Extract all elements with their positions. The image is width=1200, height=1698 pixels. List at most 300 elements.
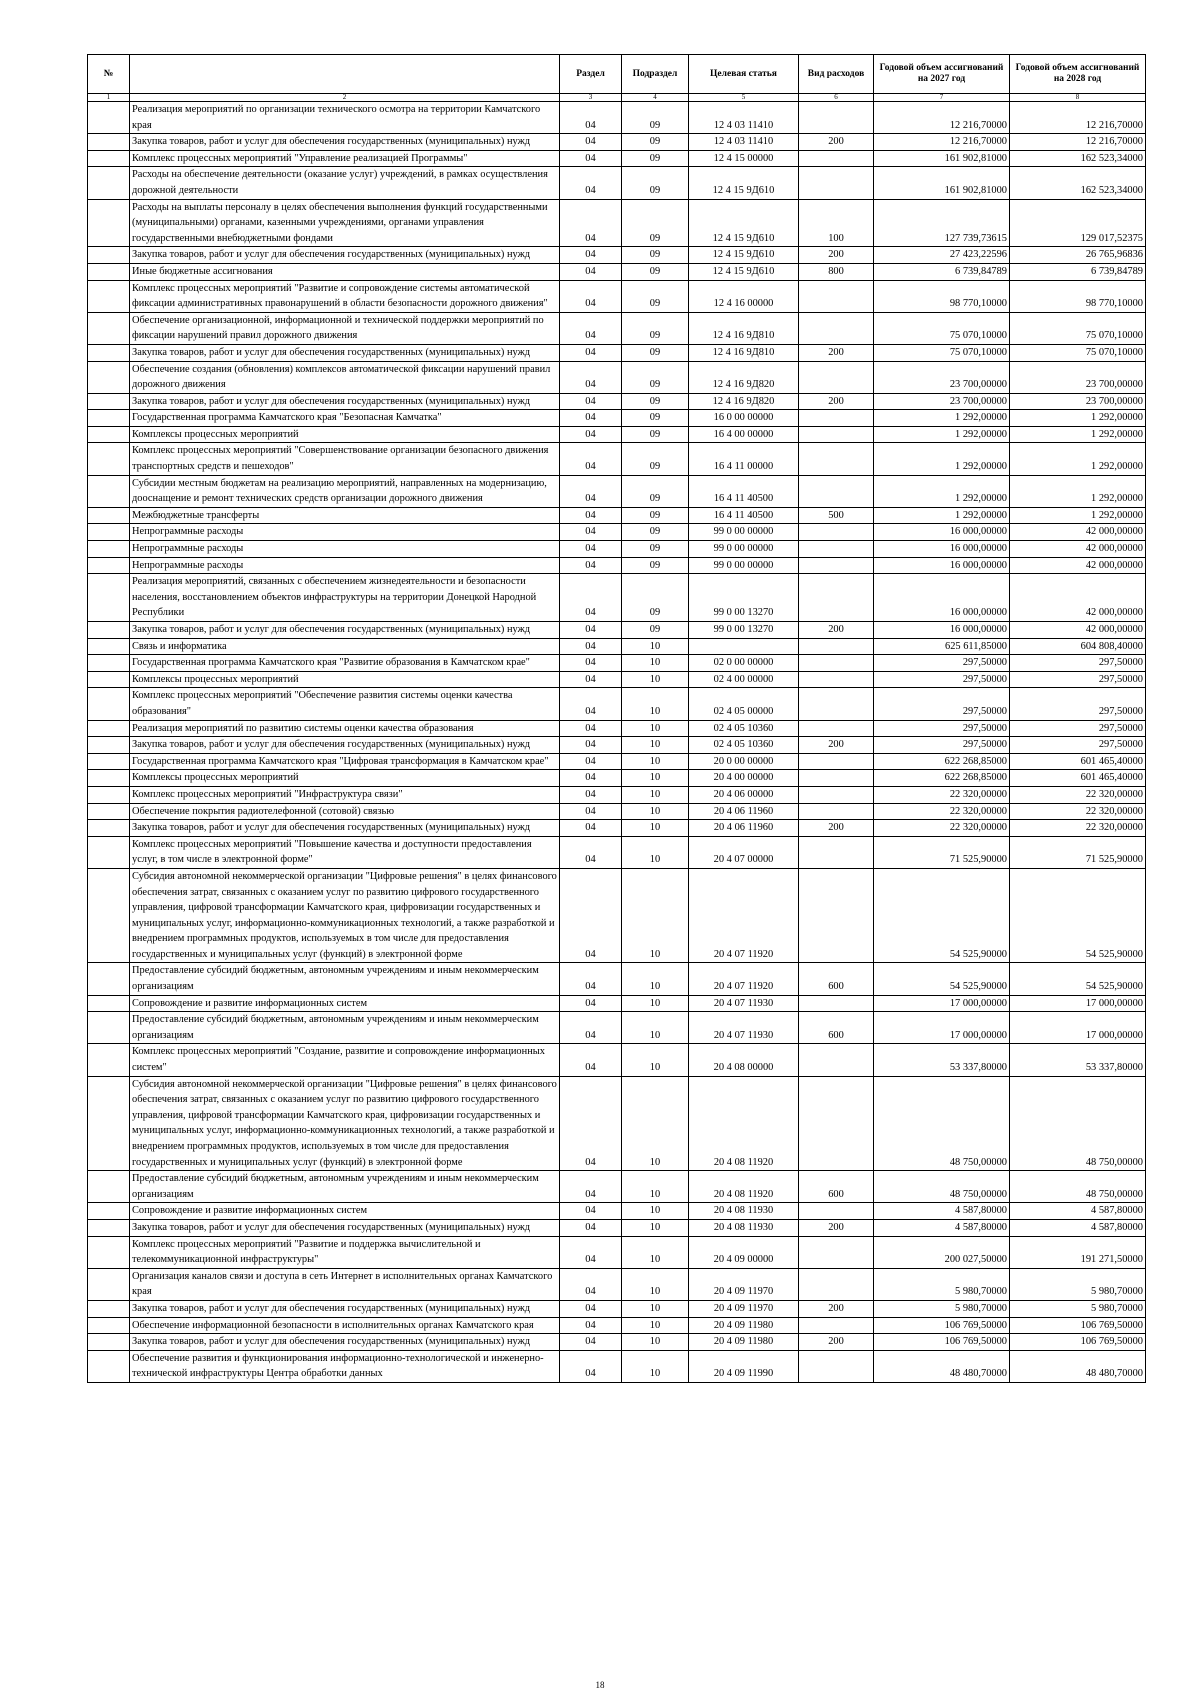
row-expense-type-cell: 600 bbox=[799, 1171, 874, 1203]
row-number-cell bbox=[88, 753, 130, 770]
row-expense-type-cell: 200 bbox=[799, 134, 874, 151]
row-2027-amount-cell: 6 739,84789 bbox=[874, 263, 1010, 280]
row-number-cell bbox=[88, 443, 130, 475]
table-row bbox=[88, 963, 1146, 995]
row-razdel-cell: 04 bbox=[560, 541, 622, 558]
row-expense-type-cell bbox=[799, 410, 874, 427]
row-razdel-cell: 04 bbox=[560, 1203, 622, 1220]
table-row bbox=[88, 574, 1146, 622]
table-row bbox=[88, 1300, 1146, 1317]
row-number-cell bbox=[88, 1268, 130, 1300]
row-razdel-cell: 04 bbox=[560, 737, 622, 754]
row-number-cell bbox=[88, 1219, 130, 1236]
row-podrazdel-cell: 10 bbox=[622, 1171, 689, 1203]
header-podrazdel: Подраздел bbox=[622, 55, 689, 94]
row-razdel-cell: 04 bbox=[560, 134, 622, 151]
row-podrazdel-cell: 10 bbox=[622, 1219, 689, 1236]
table-row bbox=[88, 688, 1146, 720]
row-2028-amount-cell: 48 480,70000 bbox=[1010, 1350, 1146, 1382]
row-2027-amount-cell: 17 000,00000 bbox=[874, 995, 1010, 1012]
row-2027-amount-cell: 625 611,85000 bbox=[874, 638, 1010, 655]
row-target-cell: 20 4 09 11980 bbox=[689, 1334, 799, 1351]
row-expense-type-cell bbox=[799, 770, 874, 787]
row-2027-amount-cell: 161 902,81000 bbox=[874, 167, 1010, 199]
table-row bbox=[88, 995, 1146, 1012]
row-2028-amount-cell: 1 292,00000 bbox=[1010, 443, 1146, 475]
row-target-cell: 99 0 00 00000 bbox=[689, 557, 799, 574]
row-number-cell bbox=[88, 1236, 130, 1268]
row-expense-type-cell bbox=[799, 868, 874, 963]
row-2027-amount-cell: 27 423,22596 bbox=[874, 247, 1010, 264]
row-2027-amount-cell: 106 769,50000 bbox=[874, 1334, 1010, 1351]
table-row bbox=[88, 167, 1146, 199]
row-name-cell: Расходы на выплаты персоналу в целях обеспечения выполнения функций государственными (муниципальными) органами, казенными учреждениями, органами управления государственными внебюджетными фондами bbox=[130, 199, 560, 247]
row-2027-amount-cell: 297,50000 bbox=[874, 688, 1010, 720]
row-podrazdel-cell: 10 bbox=[622, 1012, 689, 1044]
row-name-cell: Предоставление субсидий бюджетным, автономным учреждениям и иным некоммерческим организациям bbox=[130, 963, 560, 995]
row-2027-amount-cell: 1 292,00000 bbox=[874, 426, 1010, 443]
row-podrazdel-cell: 09 bbox=[622, 410, 689, 427]
row-name-cell: Государственная программа Камчатского края "Развитие образования в Камчатском крае" bbox=[130, 655, 560, 672]
row-name-cell: Комплекс процессных мероприятий "Управление реализацией Программы" bbox=[130, 150, 560, 167]
row-2027-amount-cell: 54 525,90000 bbox=[874, 868, 1010, 963]
row-name-cell: Государственная программа Камчатского края "Безопасная Камчатка" bbox=[130, 410, 560, 427]
table-row bbox=[88, 1171, 1146, 1203]
row-2027-amount-cell: 16 000,00000 bbox=[874, 524, 1010, 541]
row-podrazdel-cell: 10 bbox=[622, 1300, 689, 1317]
table-row bbox=[88, 655, 1146, 672]
row-target-cell: 20 4 07 11920 bbox=[689, 963, 799, 995]
row-razdel-cell: 04 bbox=[560, 1171, 622, 1203]
row-target-cell: 20 4 09 00000 bbox=[689, 1236, 799, 1268]
row-target-cell: 20 4 07 11920 bbox=[689, 868, 799, 963]
row-target-cell: 12 4 16 9Д810 bbox=[689, 344, 799, 361]
row-number-cell bbox=[88, 312, 130, 344]
table-row bbox=[88, 507, 1146, 524]
row-razdel-cell: 04 bbox=[560, 247, 622, 264]
row-razdel-cell: 04 bbox=[560, 167, 622, 199]
row-podrazdel-cell: 10 bbox=[622, 1334, 689, 1351]
row-razdel-cell: 04 bbox=[560, 1334, 622, 1351]
table-row bbox=[88, 393, 1146, 410]
row-2027-amount-cell: 23 700,00000 bbox=[874, 393, 1010, 410]
table-row bbox=[88, 1012, 1146, 1044]
column-number-row bbox=[88, 94, 1146, 102]
row-2028-amount-cell: 601 465,40000 bbox=[1010, 770, 1146, 787]
row-number-cell bbox=[88, 1203, 130, 1220]
row-podrazdel-cell: 09 bbox=[622, 102, 689, 134]
table-row bbox=[88, 820, 1146, 837]
row-target-cell: 20 4 06 11960 bbox=[689, 803, 799, 820]
row-podrazdel-cell: 10 bbox=[622, 1203, 689, 1220]
table-row bbox=[88, 524, 1146, 541]
row-name-cell: Закупка товаров, работ и услуг для обеспечения государственных (муниципальных) нужд bbox=[130, 737, 560, 754]
row-2028-amount-cell: 54 525,90000 bbox=[1010, 963, 1146, 995]
table-row bbox=[88, 1236, 1146, 1268]
row-expense-type-cell: 200 bbox=[799, 393, 874, 410]
row-2027-amount-cell: 161 902,81000 bbox=[874, 150, 1010, 167]
table-row bbox=[88, 720, 1146, 737]
row-podrazdel-cell: 09 bbox=[622, 150, 689, 167]
row-name-cell: Реализация мероприятий, связанных с обеспечением жизнедеятельности и безопасности населения, восстановлением объектов инфраструктуры на территории Донецкой Народной Республики bbox=[130, 574, 560, 622]
row-expense-type-cell bbox=[799, 1268, 874, 1300]
row-2027-amount-cell: 71 525,90000 bbox=[874, 836, 1010, 868]
row-expense-type-cell bbox=[799, 836, 874, 868]
row-razdel-cell: 04 bbox=[560, 344, 622, 361]
row-name-cell: Субсидия автономной некоммерческой организации "Цифровые решения" в целях финансового обеспечения затрат, связанных с оказанием услуг по развитию цифрового государственного управления, цифровой трансформации Камчатского края, цифровизации государственных и муниципальных услуг, информационно-коммуникационных технологий, а также разработкой и внедрением программных продуктов, используемых в том числе для предоставления государственных и муниципальных услуг (функций) в электронной форме bbox=[130, 1076, 560, 1171]
row-expense-type-cell bbox=[799, 557, 874, 574]
column-number: 6 bbox=[799, 94, 874, 102]
row-razdel-cell: 04 bbox=[560, 868, 622, 963]
row-2028-amount-cell: 48 750,00000 bbox=[1010, 1171, 1146, 1203]
row-razdel-cell: 04 bbox=[560, 443, 622, 475]
row-podrazdel-cell: 09 bbox=[622, 312, 689, 344]
row-2027-amount-cell: 622 268,85000 bbox=[874, 753, 1010, 770]
row-2027-amount-cell: 12 216,70000 bbox=[874, 134, 1010, 151]
row-podrazdel-cell: 09 bbox=[622, 167, 689, 199]
row-razdel-cell: 04 bbox=[560, 963, 622, 995]
row-2027-amount-cell: 16 000,00000 bbox=[874, 541, 1010, 558]
table-row bbox=[88, 622, 1146, 639]
row-name-cell: Комплекс процессных мероприятий "Создание, развитие и сопровождение информационных систем" bbox=[130, 1044, 560, 1076]
row-2028-amount-cell: 106 769,50000 bbox=[1010, 1317, 1146, 1334]
row-razdel-cell: 04 bbox=[560, 753, 622, 770]
row-2028-amount-cell: 297,50000 bbox=[1010, 737, 1146, 754]
table-row bbox=[88, 541, 1146, 558]
row-name-cell: Сопровождение и развитие информационных систем bbox=[130, 995, 560, 1012]
row-name-cell: Сопровождение и развитие информационных систем bbox=[130, 1203, 560, 1220]
row-2028-amount-cell: 12 216,70000 bbox=[1010, 102, 1146, 134]
row-2027-amount-cell: 54 525,90000 bbox=[874, 963, 1010, 995]
row-2028-amount-cell: 98 770,10000 bbox=[1010, 280, 1146, 312]
row-2028-amount-cell: 22 320,00000 bbox=[1010, 786, 1146, 803]
row-2028-amount-cell: 1 292,00000 bbox=[1010, 475, 1146, 507]
row-expense-type-cell: 200 bbox=[799, 1334, 874, 1351]
row-2028-amount-cell: 106 769,50000 bbox=[1010, 1334, 1146, 1351]
row-number-cell bbox=[88, 410, 130, 427]
row-expense-type-cell: 200 bbox=[799, 622, 874, 639]
row-podrazdel-cell: 09 bbox=[622, 507, 689, 524]
row-podrazdel-cell: 09 bbox=[622, 426, 689, 443]
row-razdel-cell: 04 bbox=[560, 102, 622, 134]
row-razdel-cell: 04 bbox=[560, 410, 622, 427]
row-2028-amount-cell: 601 465,40000 bbox=[1010, 753, 1146, 770]
row-razdel-cell: 04 bbox=[560, 622, 622, 639]
row-expense-type-cell: 600 bbox=[799, 963, 874, 995]
header-year-2028: Годовой объем ассигнований на 2028 год bbox=[1010, 55, 1146, 94]
row-podrazdel-cell: 10 bbox=[622, 820, 689, 837]
row-2027-amount-cell: 22 320,00000 bbox=[874, 803, 1010, 820]
row-number-cell bbox=[88, 475, 130, 507]
row-target-cell: 99 0 00 13270 bbox=[689, 574, 799, 622]
row-number-cell bbox=[88, 344, 130, 361]
row-podrazdel-cell: 10 bbox=[622, 803, 689, 820]
row-2028-amount-cell: 53 337,80000 bbox=[1010, 1044, 1146, 1076]
row-podrazdel-cell: 10 bbox=[622, 868, 689, 963]
row-target-cell: 12 4 16 9Д820 bbox=[689, 393, 799, 410]
row-podrazdel-cell: 10 bbox=[622, 836, 689, 868]
row-expense-type-cell bbox=[799, 786, 874, 803]
row-name-cell: Комплексы процессных мероприятий bbox=[130, 426, 560, 443]
table-row bbox=[88, 344, 1146, 361]
row-target-cell: 02 4 05 00000 bbox=[689, 688, 799, 720]
row-name-cell: Комплекс процессных мероприятий "Развитие и поддержка вычислительной и телекоммуникационной инфраструктуры" bbox=[130, 1236, 560, 1268]
row-name-cell: Комплекс процессных мероприятий "Инфраструктура связи" bbox=[130, 786, 560, 803]
row-name-cell: Обеспечение организационной, информационной и технической поддержки мероприятий по фиксации нарушений правил дорожного движения bbox=[130, 312, 560, 344]
row-2028-amount-cell: 26 765,96836 bbox=[1010, 247, 1146, 264]
budget-sheet bbox=[87, 54, 1145, 1383]
row-name-cell: Комплекс процессных мероприятий "Совершенствование организации безопасного движения транспортных средств и пешеходов" bbox=[130, 443, 560, 475]
table-row bbox=[88, 410, 1146, 427]
row-2027-amount-cell: 4 587,80000 bbox=[874, 1203, 1010, 1220]
row-name-cell: Закупка товаров, работ и услуг для обеспечения государственных (муниципальных) нужд bbox=[130, 344, 560, 361]
row-expense-type-cell: 100 bbox=[799, 199, 874, 247]
table-row bbox=[88, 134, 1146, 151]
row-2027-amount-cell: 17 000,00000 bbox=[874, 1012, 1010, 1044]
row-name-cell: Закупка товаров, работ и услуг для обеспечения государственных (муниципальных) нужд bbox=[130, 622, 560, 639]
row-razdel-cell: 04 bbox=[560, 1317, 622, 1334]
row-podrazdel-cell: 09 bbox=[622, 263, 689, 280]
table-row bbox=[88, 263, 1146, 280]
row-name-cell: Непрограммные расходы bbox=[130, 541, 560, 558]
row-number-cell bbox=[88, 134, 130, 151]
row-expense-type-cell bbox=[799, 443, 874, 475]
row-podrazdel-cell: 10 bbox=[622, 963, 689, 995]
row-name-cell: Закупка товаров, работ и услуг для обеспечения государственных (муниципальных) нужд bbox=[130, 393, 560, 410]
row-target-cell: 20 4 06 00000 bbox=[689, 786, 799, 803]
row-expense-type-cell: 200 bbox=[799, 1219, 874, 1236]
row-expense-type-cell: 600 bbox=[799, 1012, 874, 1044]
row-2027-amount-cell: 16 000,00000 bbox=[874, 574, 1010, 622]
row-2027-amount-cell: 48 750,00000 bbox=[874, 1171, 1010, 1203]
row-number-cell bbox=[88, 770, 130, 787]
row-podrazdel-cell: 09 bbox=[622, 361, 689, 393]
row-podrazdel-cell: 10 bbox=[622, 1350, 689, 1382]
row-number-cell bbox=[88, 393, 130, 410]
row-podrazdel-cell: 10 bbox=[622, 1268, 689, 1300]
row-number-cell bbox=[88, 868, 130, 963]
row-expense-type-cell bbox=[799, 688, 874, 720]
row-razdel-cell: 04 bbox=[560, 263, 622, 280]
row-podrazdel-cell: 09 bbox=[622, 344, 689, 361]
column-number: 1 bbox=[88, 94, 130, 102]
row-2027-amount-cell: 22 320,00000 bbox=[874, 820, 1010, 837]
row-2027-amount-cell: 12 216,70000 bbox=[874, 102, 1010, 134]
row-name-cell: Закупка товаров, работ и услуг для обеспечения государственных (муниципальных) нужд bbox=[130, 1334, 560, 1351]
header-target: Целевая статья bbox=[689, 55, 799, 94]
row-2027-amount-cell: 200 027,50000 bbox=[874, 1236, 1010, 1268]
row-podrazdel-cell: 09 bbox=[622, 541, 689, 558]
row-target-cell: 02 4 00 00000 bbox=[689, 671, 799, 688]
row-number-cell bbox=[88, 1334, 130, 1351]
row-number-cell bbox=[88, 688, 130, 720]
row-expense-type-cell: 200 bbox=[799, 820, 874, 837]
row-target-cell: 20 4 09 11970 bbox=[689, 1268, 799, 1300]
row-2027-amount-cell: 16 000,00000 bbox=[874, 557, 1010, 574]
row-expense-type-cell bbox=[799, 280, 874, 312]
row-2027-amount-cell: 106 769,50000 bbox=[874, 1317, 1010, 1334]
row-podrazdel-cell: 10 bbox=[622, 995, 689, 1012]
column-number: 8 bbox=[1010, 94, 1146, 102]
row-podrazdel-cell: 10 bbox=[622, 1044, 689, 1076]
row-target-cell: 20 4 08 11930 bbox=[689, 1219, 799, 1236]
row-name-cell: Комплекс процессных мероприятий "Повышение качества и доступности предоставления услуг, в том числе в электронной форме" bbox=[130, 836, 560, 868]
table-body bbox=[88, 102, 1146, 1383]
row-name-cell: Обеспечение информационной безопасности в исполнительных органах Камчатского края bbox=[130, 1317, 560, 1334]
row-expense-type-cell bbox=[799, 720, 874, 737]
row-name-cell: Закупка товаров, работ и услуг для обеспечения государственных (муниципальных) нужд bbox=[130, 247, 560, 264]
header-no: № bbox=[88, 55, 130, 94]
row-number-cell bbox=[88, 1171, 130, 1203]
row-razdel-cell: 04 bbox=[560, 820, 622, 837]
header-expense-type: Вид расходов bbox=[799, 55, 874, 94]
row-2027-amount-cell: 297,50000 bbox=[874, 655, 1010, 672]
row-2028-amount-cell: 4 587,80000 bbox=[1010, 1203, 1146, 1220]
row-razdel-cell: 04 bbox=[560, 393, 622, 410]
row-razdel-cell: 04 bbox=[560, 150, 622, 167]
row-2027-amount-cell: 53 337,80000 bbox=[874, 1044, 1010, 1076]
column-number: 2 bbox=[130, 94, 560, 102]
row-name-cell: Закупка товаров, работ и услуг для обеспечения государственных (муниципальных) нужд bbox=[130, 134, 560, 151]
row-expense-type-cell bbox=[799, 1350, 874, 1382]
row-2027-amount-cell: 75 070,10000 bbox=[874, 344, 1010, 361]
row-razdel-cell: 04 bbox=[560, 1012, 622, 1044]
row-razdel-cell: 04 bbox=[560, 199, 622, 247]
table-row bbox=[88, 1203, 1146, 1220]
row-target-cell: 20 0 00 00000 bbox=[689, 753, 799, 770]
row-number-cell bbox=[88, 995, 130, 1012]
row-target-cell: 12 4 15 00000 bbox=[689, 150, 799, 167]
row-expense-type-cell bbox=[799, 150, 874, 167]
row-name-cell: Организация каналов связи и доступа в сеть Интернет в исполнительных органах Камчатского края bbox=[130, 1268, 560, 1300]
row-name-cell: Закупка товаров, работ и услуг для обеспечения государственных (муниципальных) нужд bbox=[130, 820, 560, 837]
row-2028-amount-cell: 75 070,10000 bbox=[1010, 344, 1146, 361]
table-row bbox=[88, 1076, 1146, 1171]
row-target-cell: 16 4 11 40500 bbox=[689, 475, 799, 507]
row-number-cell bbox=[88, 199, 130, 247]
row-2028-amount-cell: 75 070,10000 bbox=[1010, 312, 1146, 344]
row-podrazdel-cell: 10 bbox=[622, 737, 689, 754]
row-expense-type-cell bbox=[799, 426, 874, 443]
table-row bbox=[88, 247, 1146, 264]
row-razdel-cell: 04 bbox=[560, 475, 622, 507]
row-razdel-cell: 04 bbox=[560, 1076, 622, 1171]
row-number-cell bbox=[88, 1317, 130, 1334]
row-2027-amount-cell: 4 587,80000 bbox=[874, 1219, 1010, 1236]
header-year-2027: Годовой объем ассигнований на 2027 год bbox=[874, 55, 1010, 94]
row-target-cell: 99 0 00 00000 bbox=[689, 524, 799, 541]
table-row bbox=[88, 280, 1146, 312]
row-2028-amount-cell: 604 808,40000 bbox=[1010, 638, 1146, 655]
table-row bbox=[88, 1268, 1146, 1300]
row-2027-amount-cell: 5 980,70000 bbox=[874, 1268, 1010, 1300]
row-number-cell bbox=[88, 737, 130, 754]
row-2027-amount-cell: 48 750,00000 bbox=[874, 1076, 1010, 1171]
row-podrazdel-cell: 10 bbox=[622, 1317, 689, 1334]
row-target-cell: 20 4 09 11990 bbox=[689, 1350, 799, 1382]
row-2028-amount-cell: 5 980,70000 bbox=[1010, 1300, 1146, 1317]
row-expense-type-cell bbox=[799, 102, 874, 134]
row-2028-amount-cell: 71 525,90000 bbox=[1010, 836, 1146, 868]
row-razdel-cell: 04 bbox=[560, 655, 622, 672]
row-number-cell bbox=[88, 557, 130, 574]
row-expense-type-cell bbox=[799, 1076, 874, 1171]
row-podrazdel-cell: 10 bbox=[622, 1236, 689, 1268]
row-razdel-cell: 04 bbox=[560, 995, 622, 1012]
budget-table bbox=[87, 54, 1146, 1383]
row-podrazdel-cell: 09 bbox=[622, 574, 689, 622]
row-podrazdel-cell: 09 bbox=[622, 557, 689, 574]
row-razdel-cell: 04 bbox=[560, 312, 622, 344]
row-expense-type-cell: 200 bbox=[799, 1300, 874, 1317]
row-podrazdel-cell: 10 bbox=[622, 655, 689, 672]
row-number-cell bbox=[88, 507, 130, 524]
row-target-cell: 12 4 16 9Д820 bbox=[689, 361, 799, 393]
row-podrazdel-cell: 09 bbox=[622, 443, 689, 475]
row-name-cell: Субсидия автономной некоммерческой организации "Цифровые решения" в целях финансового обеспечения затрат, связанных с оказанием услуг по развитию цифрового государственного управления, цифровой трансформации Камчатского края, цифровизации государственных и муниципальных услуг, информационно-коммуникационных технологий, а также разработкой и внедрением программных продуктов, используемых в том числе для предоставления государственных и муниципальных услуг (функций) в электронной форме bbox=[130, 868, 560, 963]
row-name-cell: Закупка товаров, работ и услуг для обеспечения государственных (муниципальных) нужд bbox=[130, 1219, 560, 1236]
table-row bbox=[88, 475, 1146, 507]
row-2027-amount-cell: 23 700,00000 bbox=[874, 361, 1010, 393]
row-number-cell bbox=[88, 720, 130, 737]
row-number-cell bbox=[88, 638, 130, 655]
row-podrazdel-cell: 10 bbox=[622, 786, 689, 803]
row-name-cell: Комплекс процессных мероприятий "Обеспечение развития системы оценки качества образования" bbox=[130, 688, 560, 720]
row-target-cell: 02 4 05 10360 bbox=[689, 720, 799, 737]
row-2028-amount-cell: 297,50000 bbox=[1010, 671, 1146, 688]
row-name-cell: Реализация мероприятий по развитию системы оценки качества образования bbox=[130, 720, 560, 737]
row-target-cell: 20 4 07 00000 bbox=[689, 836, 799, 868]
row-expense-type-cell bbox=[799, 753, 874, 770]
row-podrazdel-cell: 10 bbox=[622, 638, 689, 655]
row-target-cell: 20 4 07 11930 bbox=[689, 1012, 799, 1044]
row-name-cell: Предоставление субсидий бюджетным, автономным учреждениям и иным некоммерческим организациям bbox=[130, 1171, 560, 1203]
table-row bbox=[88, 1350, 1146, 1382]
row-2027-amount-cell: 1 292,00000 bbox=[874, 443, 1010, 475]
row-podrazdel-cell: 09 bbox=[622, 622, 689, 639]
table-row bbox=[88, 753, 1146, 770]
row-target-cell: 02 4 05 10360 bbox=[689, 737, 799, 754]
row-target-cell: 16 4 11 40500 bbox=[689, 507, 799, 524]
row-target-cell: 02 0 00 00000 bbox=[689, 655, 799, 672]
row-2027-amount-cell: 1 292,00000 bbox=[874, 410, 1010, 427]
row-expense-type-cell bbox=[799, 1236, 874, 1268]
table-row bbox=[88, 312, 1146, 344]
row-2028-amount-cell: 297,50000 bbox=[1010, 688, 1146, 720]
row-razdel-cell: 04 bbox=[560, 557, 622, 574]
table-row bbox=[88, 150, 1146, 167]
row-target-cell: 16 4 00 00000 bbox=[689, 426, 799, 443]
row-number-cell bbox=[88, 803, 130, 820]
row-2028-amount-cell: 23 700,00000 bbox=[1010, 393, 1146, 410]
row-number-cell bbox=[88, 1300, 130, 1317]
row-name-cell: Комплексы процессных мероприятий bbox=[130, 770, 560, 787]
row-number-cell bbox=[88, 1076, 130, 1171]
row-name-cell: Обеспечение развития и функционирования информационно-технологической и инженерно-технической инфраструктуры Центра обработки данных bbox=[130, 1350, 560, 1382]
row-razdel-cell: 04 bbox=[560, 1350, 622, 1382]
row-expense-type-cell: 200 bbox=[799, 344, 874, 361]
row-number-cell bbox=[88, 150, 130, 167]
row-target-cell: 20 4 08 00000 bbox=[689, 1044, 799, 1076]
row-number-cell bbox=[88, 102, 130, 134]
table-row bbox=[88, 1334, 1146, 1351]
row-expense-type-cell bbox=[799, 167, 874, 199]
row-podrazdel-cell: 10 bbox=[622, 770, 689, 787]
row-target-cell: 99 0 00 13270 bbox=[689, 622, 799, 639]
row-number-cell bbox=[88, 247, 130, 264]
row-expense-type-cell: 800 bbox=[799, 263, 874, 280]
row-expense-type-cell bbox=[799, 524, 874, 541]
